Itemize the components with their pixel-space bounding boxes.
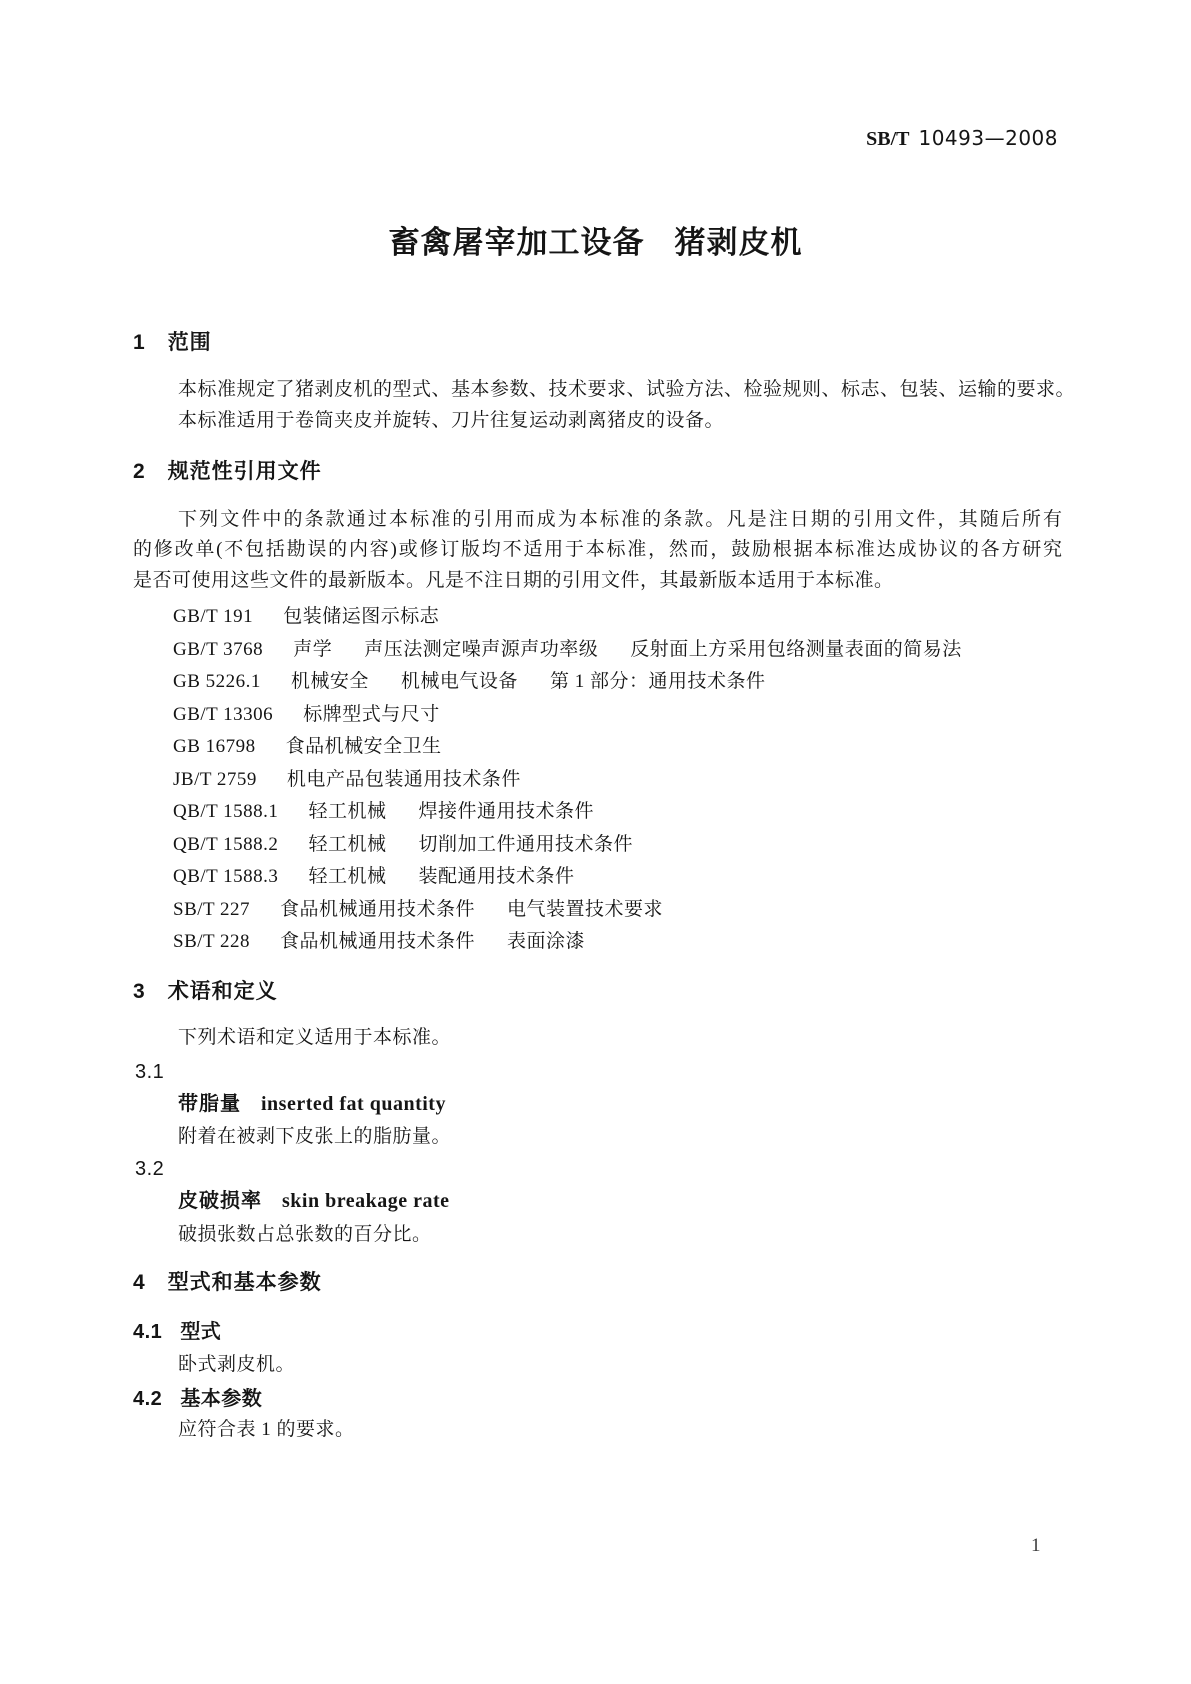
section-3-title: 术语和定义 (167, 980, 278, 1003)
term-2-en: skin breakage rate (282, 1190, 450, 1212)
reference-title-segment: 轻工机械 (308, 833, 387, 855)
section-1-heading (133, 329, 212, 356)
reference-code: GB/T 13306 (173, 703, 274, 725)
term-2-zh: 皮破损率 (178, 1190, 262, 1212)
reference-title-segment: 轻工机械 (308, 866, 387, 887)
subsection-4-2-body: 应符合表 1 的要求。 (178, 1419, 355, 1440)
page-number: 1 (1031, 1535, 1041, 1556)
subsection-4-2-title: 基本参数 (180, 1388, 263, 1410)
terms-intro: 下列术语和定义适用于本标准。 (178, 1027, 452, 1048)
reference-title-segment: 表面涂漆 (507, 931, 586, 952)
reference-title-segment: 电气装置技术要求 (507, 898, 664, 920)
reference-code: QB/T 1588.2 (173, 833, 279, 855)
standard-code-prefix: SB/T (866, 128, 910, 150)
standard-code-number: 10493—2008 (918, 126, 1058, 150)
reference-item (173, 701, 440, 728)
reference-item (173, 896, 663, 923)
reference-item (173, 863, 574, 890)
scope-paragraph-1: 本标准规定了猪剥皮机的型式、基本参数、技术要求、试验方法、检验规则、标志、包装、运输的要求。 (178, 379, 1076, 400)
term-2-number: 3.2 (135, 1158, 165, 1180)
term-1-definition: 附着在被剥下皮张上的脂肪量。 (178, 1126, 452, 1147)
reference-title-segment: 声压法测定噪声源声功率级 (364, 638, 599, 660)
section-4-number: 4 (133, 1271, 146, 1294)
term-1-heading (178, 1091, 446, 1118)
reference-code: GB 5226.1 (173, 671, 261, 692)
reference-code: GB/T 3768 (173, 638, 264, 660)
reference-title-segment: 反射面上方采用包络测量表面的简易法 (630, 638, 962, 660)
reference-title-segment: 声学 (293, 638, 333, 660)
section-3-number: 3 (133, 980, 146, 1003)
scope-paragraph-2: 本标准适用于卷筒夹皮并旋转、刀片往复运动剥离猪皮的设备。 (178, 410, 725, 431)
reference-title-segment: 食品机械通用技术条件 (280, 898, 476, 920)
subsection-4-1-title: 型式 (180, 1321, 222, 1343)
document-title (0, 224, 1191, 262)
section-2-title: 规范性引用文件 (167, 460, 322, 483)
section-2-heading (133, 458, 322, 485)
term-1-number: 3.1 (135, 1061, 165, 1083)
subsection-4-1-body: 卧式剥皮机。 (178, 1354, 296, 1375)
term-2-heading (178, 1188, 450, 1215)
document-title-part2: 猪剥皮机 (674, 225, 803, 260)
reference-title-segment: 食品机械安全卫生 (285, 736, 442, 757)
reference-item (173, 603, 439, 630)
reference-code: SB/T 228 (173, 931, 251, 952)
section-1-number: 1 (133, 331, 146, 354)
reference-title-segment: 轻工机械 (308, 801, 387, 822)
section-3-heading (133, 978, 278, 1005)
reference-code: GB 16798 (173, 736, 256, 757)
reference-item (173, 798, 594, 825)
reference-code: GB/T 191 (173, 606, 254, 627)
reference-item (173, 668, 765, 695)
subsection-4-2-heading (133, 1386, 262, 1413)
section-2-number: 2 (133, 460, 146, 483)
reference-code: JB/T 2759 (173, 768, 257, 790)
subsection-4-1-heading (133, 1319, 221, 1346)
reference-title-segment: 焊接件通用技术条件 (418, 801, 594, 822)
reference-title-segment: 装配通用技术条件 (418, 866, 575, 887)
reference-title-segment: 机械电气设备 (400, 671, 518, 692)
reference-item (173, 766, 521, 793)
reference-title-segment: 切削加工件通用技术条件 (418, 833, 633, 855)
term-2-definition: 破损张数占总张数的百分比。 (178, 1224, 432, 1245)
subsection-4-1-number: 4.1 (133, 1321, 163, 1343)
term-1-zh: 带脂量 (178, 1093, 241, 1115)
document-title-part1: 畜禽屠宰加工设备 (388, 225, 645, 260)
section-4-title: 型式和基本参数 (167, 1271, 322, 1294)
reference-code: SB/T 227 (173, 898, 251, 920)
term-1-en: inserted fat quantity (261, 1093, 446, 1115)
reference-item (173, 928, 585, 955)
reference-item (173, 733, 442, 760)
references-intro-line-1: 下列文件中的条款通过本标准的引用而成为本标准的条款。凡是注日期的引用文件，其随后所有 (178, 509, 1062, 530)
reference-title-segment: 包装储运图示标志 (283, 606, 440, 627)
reference-title-segment: 机械安全 (290, 671, 369, 692)
subsection-4-2-number: 4.2 (133, 1388, 163, 1410)
reference-code: QB/T 1588.1 (173, 801, 279, 822)
reference-title-segment: 食品机械通用技术条件 (280, 931, 476, 952)
standard-code (866, 125, 1058, 153)
section-1-title: 范围 (167, 331, 212, 354)
reference-title-segment: 机电产品包装通用技术条件 (286, 768, 521, 790)
reference-title-segment: 标牌型式与尺寸 (303, 703, 440, 725)
section-4-heading (133, 1269, 322, 1296)
reference-item (173, 831, 633, 858)
reference-item (173, 636, 962, 663)
references-intro-line-3: 是否可使用这些文件的最新版本。凡是不注日期的引用文件，其最新版本适用于本标准。 (133, 570, 894, 591)
reference-code: QB/T 1588.3 (173, 866, 279, 887)
references-intro-line-2: 的修改单(不包括勘误的内容)或修订版均不适用于本标准，然而，鼓励根据本标准达成协议的各方研究 (133, 539, 1062, 560)
reference-title-segment: 第 1 部分：通用技术条件 (549, 671, 766, 692)
